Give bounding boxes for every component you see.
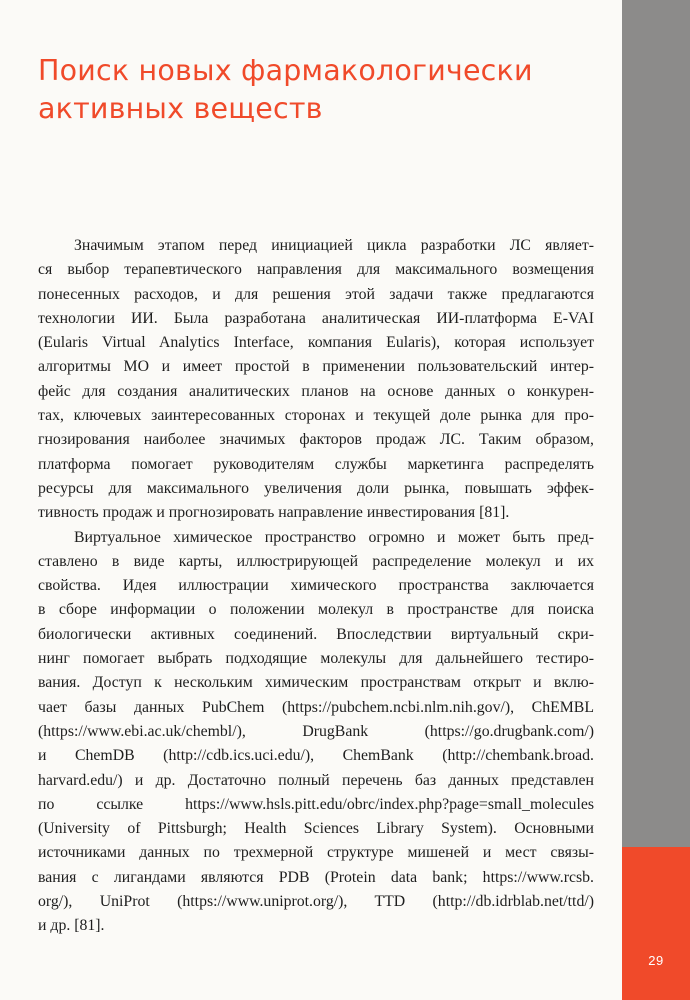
text-line: чает базы данных PubChem (https://pubchem.ncbi.nlm.nih.gov/), ChEMBL [38, 698, 594, 716]
body-text [38, 234, 594, 939]
page-number: 29 [648, 953, 664, 968]
text-line: свойства. Идея иллюстрации химического пространства заключается [38, 577, 594, 595]
text-line: источниками данных по трехмерной структуре мишеней и мест связы- [38, 844, 594, 862]
text-line: ресурсы для максимального увеличения доли рынка, повышать эффек- [38, 479, 594, 497]
text-line: Виртуальное химическое пространство огромно и может быть пред- [74, 528, 594, 546]
text-line: и ChemDB (http://cdb.ics.uci.edu/), ChemBank (http://chembank.broad. [38, 747, 594, 765]
text-line: ставлено в виде карты, иллюстрирующей распределение молекул и их [38, 552, 594, 570]
title-line: Поиск новых фармакологически [38, 54, 533, 87]
text-line: harvard.edu/) и др. Достаточно полный перечень баз данных представлен [38, 771, 594, 789]
page-title [38, 52, 608, 128]
text-line: алгоритмы МО и имеет простой в применении пользовательский интер- [38, 358, 594, 376]
text-line: фейс для создания аналитических планов на основе данных о конкурен- [38, 382, 594, 400]
paragraph-2 [38, 526, 594, 939]
paragraph-1 [38, 234, 594, 526]
text-line: гнозирования наиболее значимых факторов продаж ЛС. Таким образом, [38, 431, 594, 449]
text-line: платформа помогает руководителям службы маркетинга распределять [38, 455, 594, 473]
text-line: Значимым этапом перед инициацией цикла разработки ЛС являет- [74, 237, 594, 254]
text-line: вания с лигандами являются PDB (Protein data bank; https://www.rcsb. [38, 868, 594, 886]
text-line: (University of Pittsburgh; Health Sciences Library System). Основными [38, 820, 594, 838]
text-line: вания. Доступ к нескольким химическим пространствам открыт и вклю- [38, 674, 594, 692]
text-line: по ссылке https://www.hsls.pitt.edu/obrc/index.php?page=small_molecules [38, 795, 594, 813]
text-line: нинг помогает выбрать подходящие молекулы для дальнейшего тестиро- [38, 650, 594, 668]
text-line: (Eularis Virtual Analytics Interface, компания Eularis), которая использует [38, 334, 594, 352]
text-line: тах, ключевых заинтересованных сторонах и текущей доле рынка для про- [38, 407, 594, 425]
text-line: и др. [81]. [38, 917, 105, 935]
text-line: тивность продаж и прогнозировать направление инвестирования [81]. [38, 504, 510, 522]
side-bar-gray [622, 0, 690, 847]
title-line: активных веществ [38, 92, 323, 125]
text-line: биологически активных соединений. Впоследствии виртуальный скри- [38, 625, 594, 643]
text-line: понесенных расходов, и для решения этой задачи также предлагаются [38, 285, 594, 303]
text-line: (https://www.ebi.ac.uk/chembl/), DrugBank (https://go.drugbank.com/) [38, 722, 594, 740]
side-bar-orange [622, 847, 690, 1000]
text-line: ся выбор терапевтического направления для максимального возмещения [38, 261, 594, 279]
text-line: org/), UniProt (https://www.uniprot.org/), TTD (http://db.idrblab.net/ttd/) [38, 893, 594, 911]
text-line: в сборе информации о положении молекул в пространстве для поиска [38, 601, 594, 619]
text-line: технологии ИИ. Была разработана аналитическая ИИ-платформа E-VAI [38, 309, 594, 327]
